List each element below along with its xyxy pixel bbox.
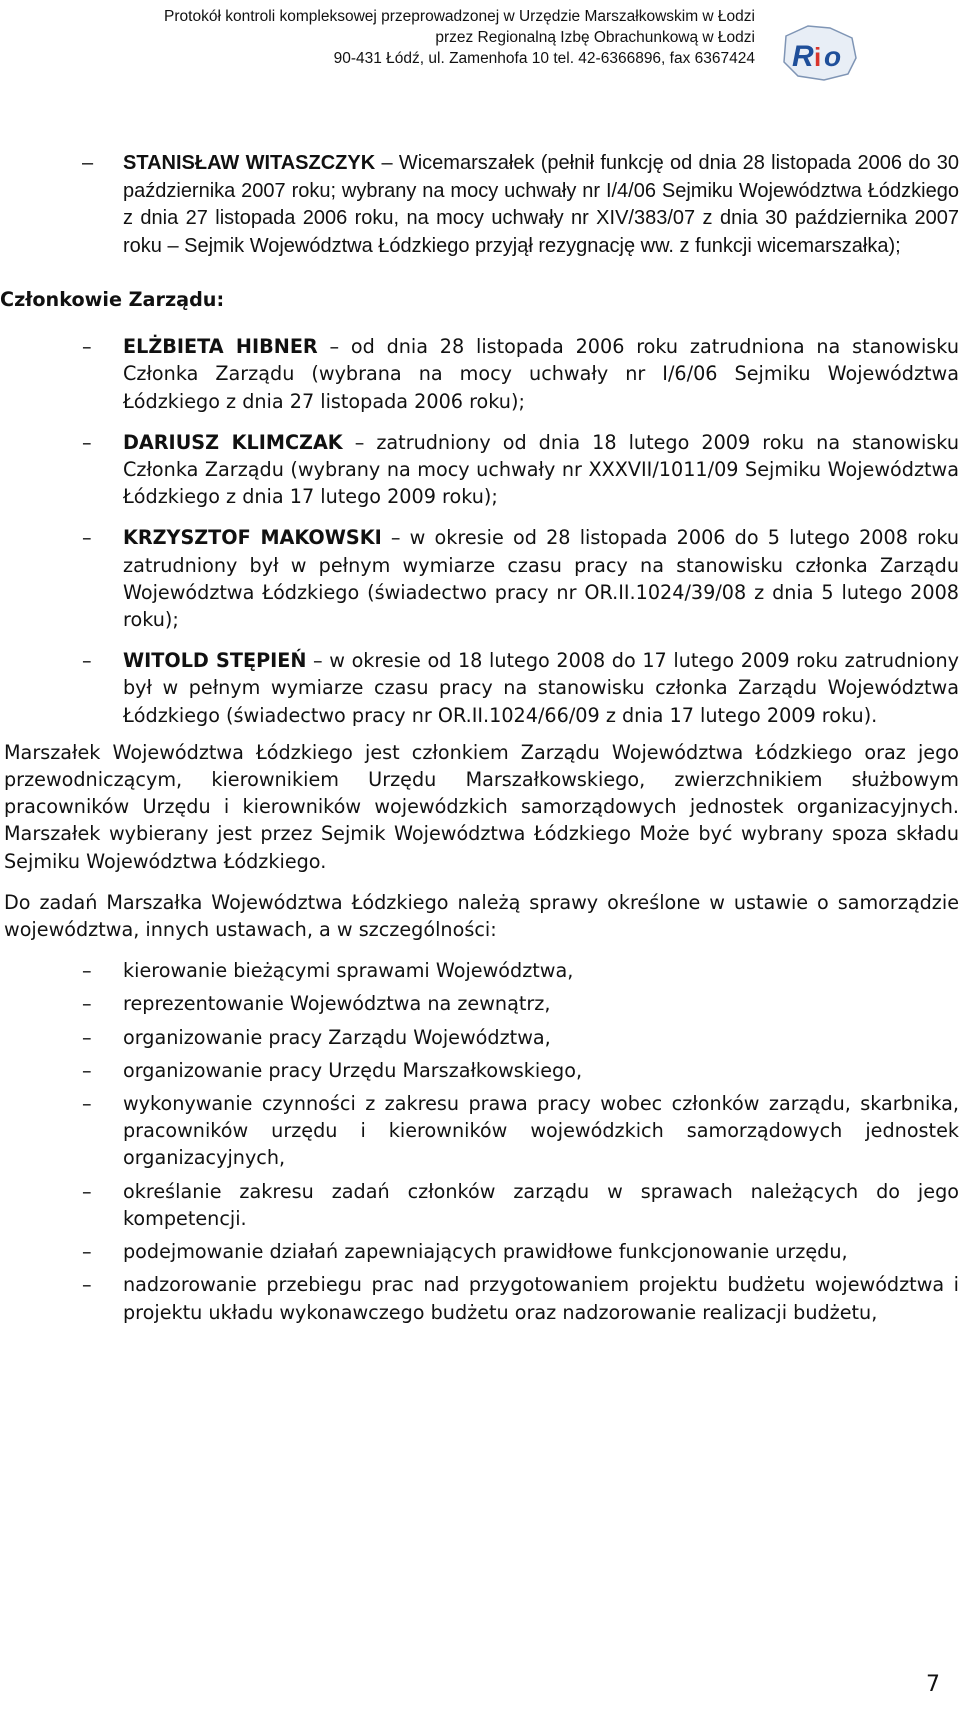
person-name: ELŻBIETA HIBNER <box>123 335 318 359</box>
list-dash: – <box>82 1025 92 1049</box>
item-text: – zatrudniony od dnia 18 lutego 2009 roku na stanowisku Członka Zarządu (wybrany na mocy uchwały nr XXXVII/1011/09 Sejmiku Województwa Łódzkiego z dnia 17 lutego 2009 roku); <box>123 430 959 509</box>
list-dash: – <box>82 992 92 1016</box>
list-item-task <box>0 1238 959 1265</box>
list-dash: – <box>82 1092 92 1116</box>
item-text: – w okresie od 28 listopada 2006 do 5 lutego 2008 roku zatrudniony był w pełnym wymiarze czasu pracy na stanowisku członka Zarządu Województwa Łódzkiego (świadectwo pracy nr OR.II.1024/39/08 z dnia 5 lutego 2008 roku); <box>123 526 960 632</box>
item-text: – od dnia 28 listopada 2006 roku zatrudniona na stanowisku Członka Zarządu (wybrana na mocy uchwały nr I/6/06 Sejmiku Województwa Łódzkiego z dnia 27 listopada 2006 roku); <box>123 335 959 413</box>
list-item-task <box>0 1178 959 1232</box>
list-item-member <box>0 429 959 511</box>
person-name: STANISŁAW WITASZCZYK <box>123 152 376 174</box>
members-heading: Członkowie Zarządu: <box>0 288 225 311</box>
paragraph-tasks-intro: Do zadań Marszałka Województwa Łódzkiego należą sprawy określone w ustawie o samorządzie województwa, innych ustawach, a w szczególności: <box>4 890 959 942</box>
header-line-3: 90-431 Łódź, ul. Zamenhofa 10 tel. 42-6366896, fax 6367424 <box>333 50 755 67</box>
list-item-task <box>0 1271 959 1325</box>
header-line-2: przez Regionalną Izbę Obrachunkową w Łodzi <box>435 29 755 46</box>
page-content <box>0 150 960 1326</box>
list-dash: – <box>82 1273 92 1297</box>
list-item-witaszczyk <box>0 150 959 260</box>
item-text: – Wicemarszałek (pełnił funkcję od dnia 28 listopada 2006 do 30 października 2007 roku; wybrany na mocy uchwały nr I/4/06 Sejmiku Województwa Łódzkiego z dnia 27 listopada 2006 roku, na mocy uchwały nr XIV/383/07 z dnia 30 października 2007 roku – Sejmik Województwa Łódzkiego przyjął rezygnację ww. z funkcji wicemarszałka); <box>123 152 959 257</box>
task-text: wykonywanie czynności z zakresu prawa pracy wobec członków zarządu, skarbnika, pracowników urzędu i kierowników wojewódzkich samorządowych jednostek organizacyjnych, <box>123 1092 959 1170</box>
rio-logo <box>778 22 860 82</box>
task-text: organizowanie pracy Zarządu Województwa, <box>123 1025 551 1049</box>
list-dash: – <box>82 526 92 550</box>
header-text <box>164 6 755 69</box>
task-text: reprezentowanie Województwa na zewnątrz, <box>123 992 551 1016</box>
list-dash: – <box>82 1240 92 1264</box>
person-name: DARIUSZ KLIMCZAK <box>123 430 343 454</box>
person-name: WITOLD STĘPIEŃ <box>123 649 307 673</box>
list-item-member <box>0 647 959 729</box>
list-dash: – <box>82 959 92 983</box>
task-text: organizowanie pracy Urzędu Marszałkowskiego, <box>123 1058 583 1082</box>
list-item-task <box>0 1090 959 1172</box>
svg-text:R: R <box>792 40 814 73</box>
item-text: – w okresie od 18 lutego 2008 do 17 lutego 2009 roku zatrudniony był w pełnym wymiarze czasu pracy na stanowisku członka Zarządu Województwa Łódzkiego (świadectwo pracy nr OR.II.1024/66/09 z dnia 17 lutego 2009 roku). <box>123 649 959 727</box>
list-dash: – <box>82 335 92 359</box>
task-text: określanie zakresu zadań członków zarządu w sprawach należących do jego kompetencji. <box>123 1179 959 1230</box>
task-text: podejmowanie działań zapewniających prawidłowe funkcjonowanie urzędu, <box>123 1240 848 1264</box>
page-number: 7 <box>926 1672 940 1697</box>
list-item-task <box>0 957 959 984</box>
list-dash: – <box>82 1179 92 1203</box>
page-header <box>60 4 860 74</box>
list-item-task <box>0 990 959 1017</box>
svg-text:i: i <box>814 42 822 72</box>
task-text: nadzorowanie przebiegu prac nad przygotowaniem projektu budżetu województwa i projektu układu wykonawczego budżetu oraz nadzorowanie realizacji budżetu, <box>123 1273 959 1324</box>
paragraph-marshal: Marszałek Województwa Łódzkiego jest członkiem Zarządu Województwa Łódzkiego oraz jego przewodniczącym, kierownikiem Urzędu Marszałkowskiego, zwierzchnikiem służbowym pracowników Urzędu i kierowników wojewódzkich samorządowych jednostek organizacyjnych. Marszałek wybierany jest przez Sejmik Województwa Łódzkiego Może być wybrany spoza składu Sejmiku Województwa Łódzkiego. <box>4 740 959 873</box>
tasks-list <box>0 957 960 1325</box>
list-dash: – <box>82 649 92 673</box>
list-dash: – <box>82 1058 92 1082</box>
list-item-task <box>0 1024 959 1051</box>
list-item-task <box>0 1057 959 1084</box>
list-item-member <box>0 524 959 633</box>
person-name: KRZYSZTOF MAKOWSKI <box>123 526 382 550</box>
members-list <box>0 333 960 729</box>
list-dash: – <box>82 152 94 174</box>
list-dash: – <box>82 430 92 454</box>
header-line-1: Protokół kontroli kompleksowej przeprowadzonej w Urzędzie Marszałkowskim w Łodzi <box>164 8 755 25</box>
list-item-member <box>0 333 959 415</box>
task-text: kierowanie bieżącymi sprawami Województwa, <box>123 959 574 983</box>
svg-text:o: o <box>824 41 842 72</box>
